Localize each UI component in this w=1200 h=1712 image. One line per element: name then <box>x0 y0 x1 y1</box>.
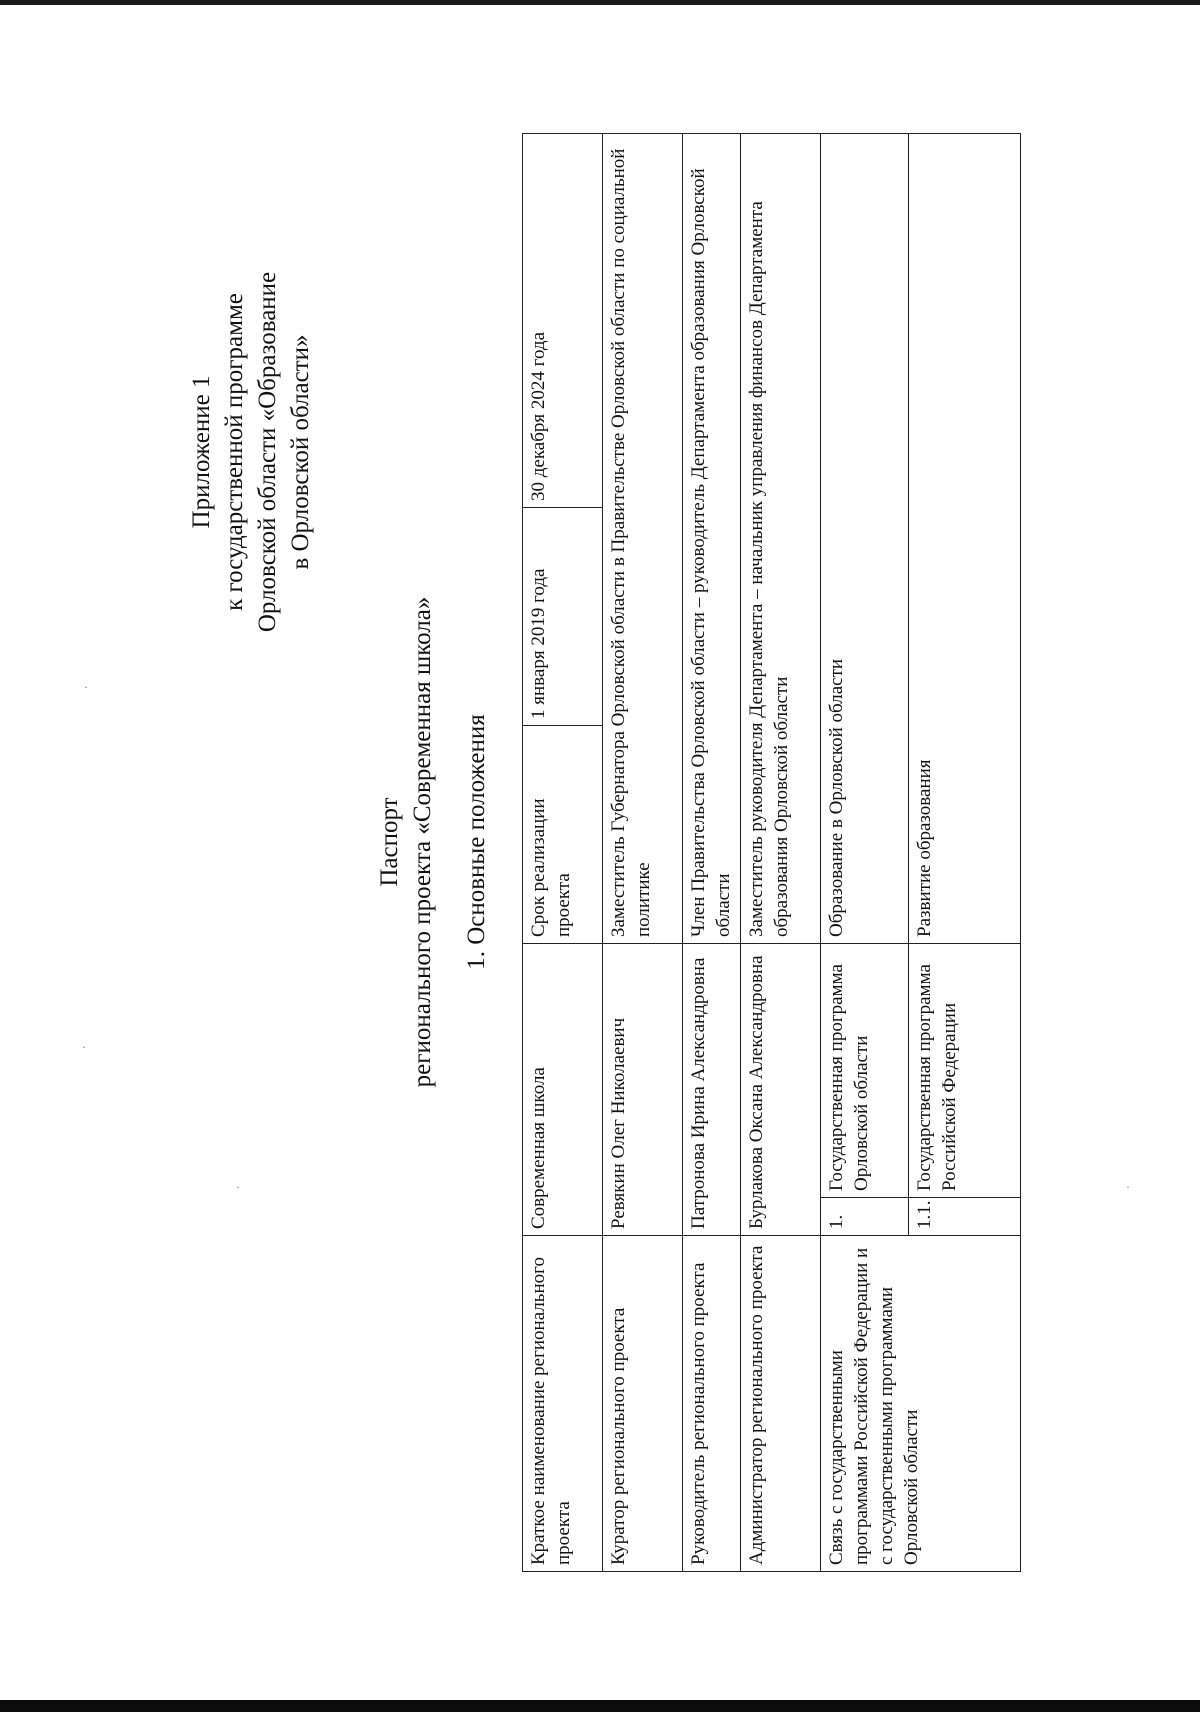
admin-label: Администратор регионального проекта <box>741 1236 821 1572</box>
link-item-1-num: 1. <box>821 1198 909 1236</box>
term-start: 1 января 2019 года <box>523 507 603 725</box>
head-label: Руководитель регионального проекта <box>683 1236 741 1572</box>
passport-table <box>522 133 1021 1572</box>
table-row-link-1 <box>821 133 909 1571</box>
annex-header <box>185 192 317 712</box>
curator-name: Ревякин Олег Николаевич <box>603 943 683 1235</box>
link-label: Связь с государственными программами Российской Федерации и с государственными программами Орловской области <box>821 1236 1021 1572</box>
table-row-curator <box>603 133 683 1571</box>
annex-line-3: Орловской области «Образование <box>254 271 281 633</box>
head-name: Патронова Ирина Александровна <box>683 943 741 1235</box>
link-item-2-num: 1.1. <box>909 1198 1021 1236</box>
annex-line-2: к государственной программе <box>221 293 248 611</box>
admin-position: Заместитель руководителя Департамента – начальник управления финансов Департамента образования Орловской области <box>741 133 821 943</box>
link-item-2-type: Государственная программа Российской Федерации <box>909 943 1021 1197</box>
admin-name: Бурлакова Оксана Александровна <box>741 943 821 1235</box>
table-row-short-name <box>523 133 603 1571</box>
passport-title-block <box>373 392 439 1292</box>
term-label: Срок реализации проекта <box>523 725 603 943</box>
passport-title: Паспорт <box>376 797 403 887</box>
curator-label: Куратор регионального проекта <box>603 1236 683 1572</box>
scan-edge-bottom <box>0 1700 1200 1712</box>
link-item-2-name: Развитие образования <box>909 133 1021 943</box>
scan-speck: · <box>1126 1180 1130 1194</box>
term-end: 30 декабря 2024 года <box>523 133 603 507</box>
scan-speck: · <box>236 1180 240 1194</box>
annex-line-1: Приложение 1 <box>188 375 215 529</box>
link-item-1-type: Государственная программа Орловской области <box>821 943 909 1197</box>
table-row-head <box>683 133 741 1571</box>
scan-speck: · <box>84 680 88 694</box>
scan-speck: · <box>82 1040 86 1054</box>
head-position: Член Правительства Орловской области – руководитель Департамента образования Орловской области <box>683 133 741 943</box>
table-row-admin <box>741 133 821 1571</box>
annex-line-4: в Орловской области» <box>287 334 314 570</box>
section-title: 1. Основные положения <box>463 714 490 970</box>
passport-subtitle: регионального проекта «Современная школа» <box>409 596 436 1088</box>
short-name-label: Краткое наименование регионального проекта <box>523 1236 603 1572</box>
short-name-value: Современная школа <box>523 943 603 1235</box>
curator-position: Заместитель Губернатора Орловской области в Правительстве Орловской области по социальной политике <box>603 133 683 943</box>
link-item-1-name: Образование в Орловской области <box>821 133 909 943</box>
